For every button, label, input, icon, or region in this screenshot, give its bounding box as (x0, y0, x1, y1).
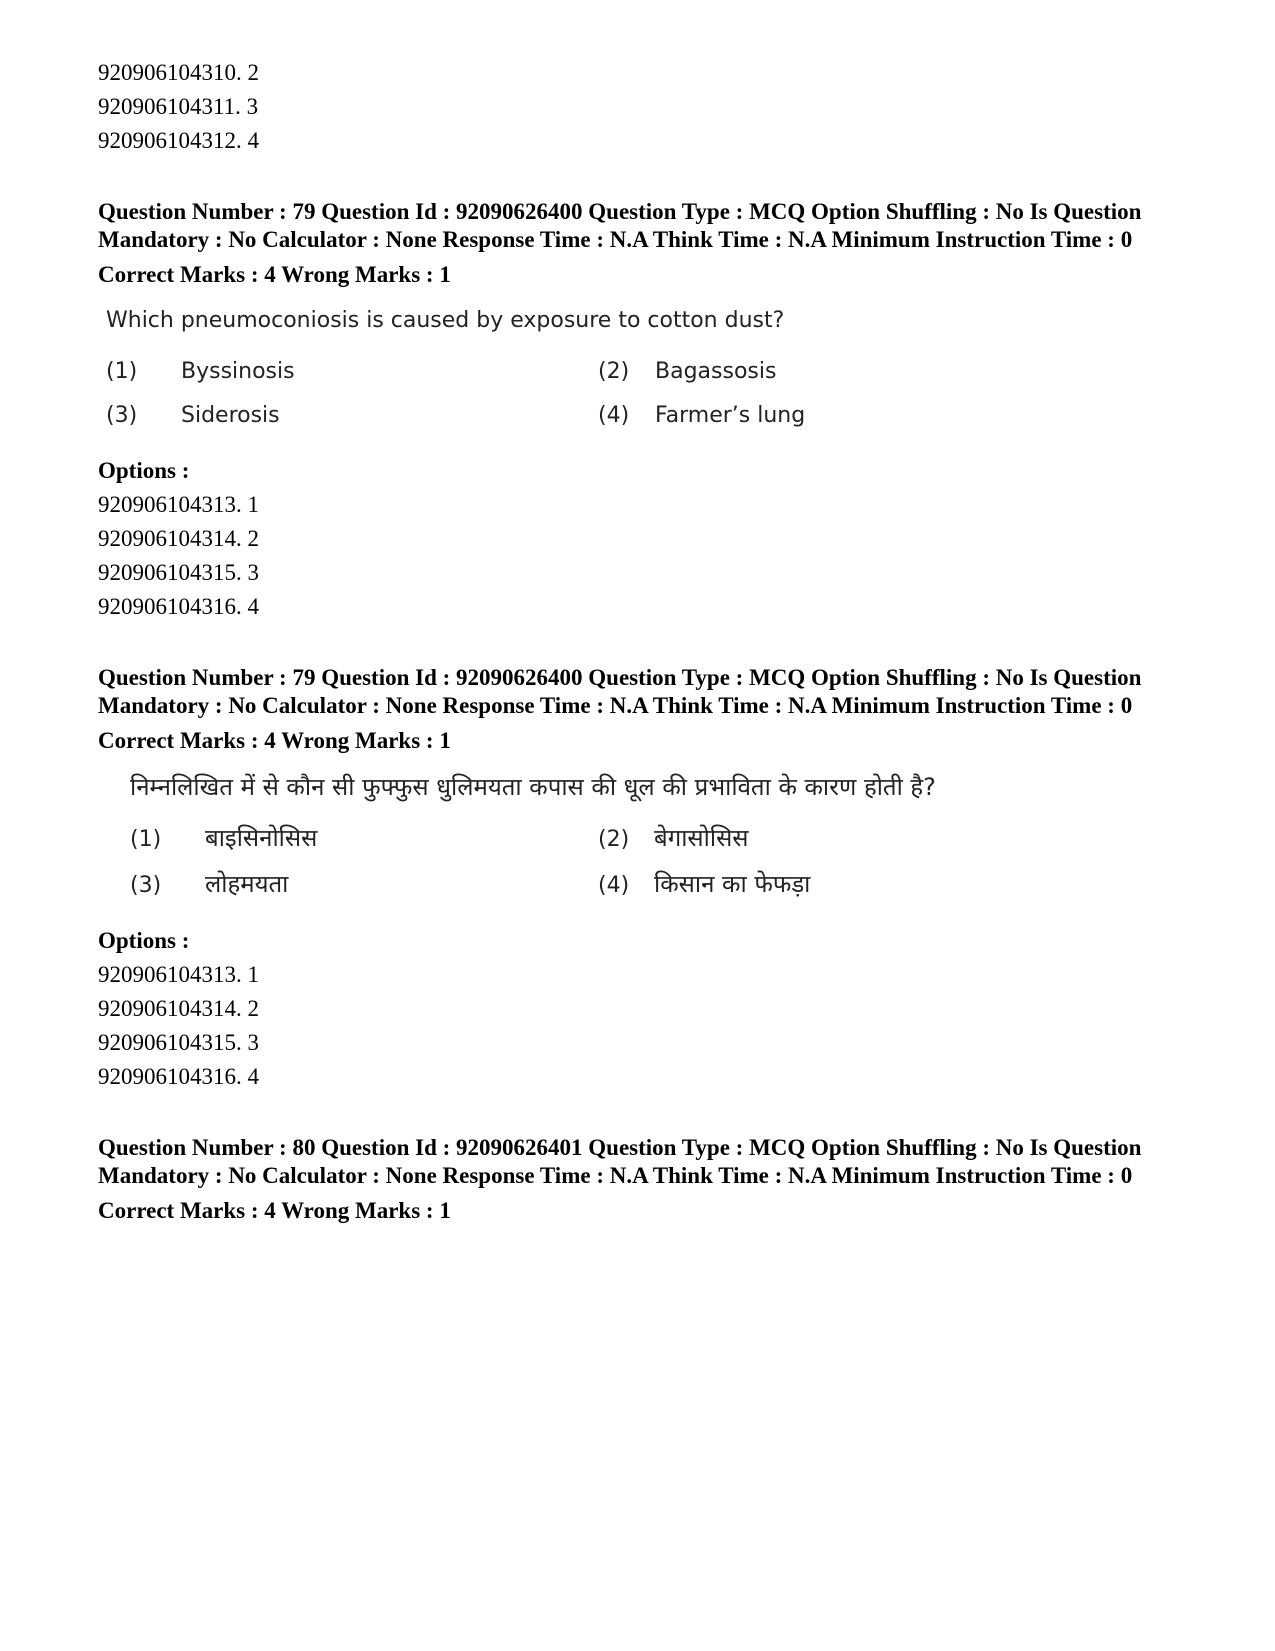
choice-text: Bagassosis (655, 359, 777, 384)
choice-grid (130, 816, 1178, 908)
question-content (130, 770, 1178, 908)
option-line: 920906104316. 4 (98, 594, 259, 619)
question-text: निम्नलिखित में से कौन सी फुफ्फुस धुलिमयता कपास की धूल की प्रभाविता के कारण होती है? (130, 773, 936, 801)
choice-text: Siderosis (181, 403, 280, 428)
question-content (106, 304, 1178, 438)
option-line: 920906104315. 3 (98, 1030, 259, 1055)
options-label: Options : (98, 928, 190, 953)
choice-text: किसान का फेफड़ा (654, 870, 811, 898)
question-marks: Correct Marks : 4 Wrong Marks : 1 (98, 262, 451, 287)
option-line: 920906104315. 3 (98, 560, 259, 585)
option-line: 920906104312. 4 (98, 128, 259, 153)
choice-3 (106, 394, 598, 438)
question-marks: Correct Marks : 4 Wrong Marks : 1 (98, 1198, 451, 1223)
document-page (98, 56, 1178, 1228)
choice-text: Byssinosis (181, 359, 295, 384)
question-header: Question Number : 80 Question Id : 92090626401 Question Type : MCQ Option Shuffling : No Is Question Mandatory : No Calculator : None Response Time : N.A Think Time : N.A Minimum Instruction Time : 0 (98, 1135, 1142, 1188)
choice-number: (1) (106, 359, 138, 384)
choice-number: (4) (598, 403, 630, 428)
choice-number: (3) (106, 403, 138, 428)
choice-text: बाइसिनोसिस (205, 824, 318, 852)
choice-4 (598, 862, 998, 908)
option-line: 920906104311. 3 (98, 94, 259, 119)
choice-text: बेगासोसिस (654, 824, 749, 852)
option-line: 920906104314. 2 (98, 996, 259, 1021)
choice-1 (130, 816, 598, 862)
option-line: 920906104310. 2 (98, 60, 259, 85)
choice-grid (106, 350, 1178, 438)
choice-number: (1) (130, 827, 162, 852)
choice-3 (130, 862, 598, 908)
question-block-79-en (98, 198, 1178, 624)
option-line: 920906104313. 1 (98, 962, 259, 987)
option-line: 920906104316. 4 (98, 1064, 259, 1089)
option-line: 920906104313. 1 (98, 492, 259, 517)
option-line: 920906104314. 2 (98, 526, 259, 551)
prev-options-list (98, 56, 1178, 158)
choice-2 (598, 816, 998, 862)
choice-number: (3) (130, 873, 162, 898)
choice-number: (4) (598, 873, 630, 898)
question-header: Question Number : 79 Question Id : 92090626400 Question Type : MCQ Option Shuffling : No Is Question Mandatory : No Calculator : None Response Time : N.A Think Time : N.A Minimum Instruction Time : 0 (98, 665, 1142, 718)
question-header: Question Number : 79 Question Id : 92090626400 Question Type : MCQ Option Shuffling : No Is Question Mandatory : No Calculator : None Response Time : N.A Think Time : N.A Minimum Instruction Time : 0 (98, 199, 1142, 252)
choice-number: (2) (598, 827, 630, 852)
choice-text: Farmer’s lung (655, 403, 806, 428)
question-block-79-hi (98, 664, 1178, 1094)
question-text: Which pneumoconiosis is caused by exposure to cotton dust? (106, 308, 785, 333)
choice-text: लोहमयता (205, 870, 289, 898)
choice-1 (106, 350, 598, 394)
options-label: Options : (98, 458, 190, 483)
choice-2 (598, 350, 998, 394)
choice-4 (598, 394, 998, 438)
question-marks: Correct Marks : 4 Wrong Marks : 1 (98, 728, 451, 753)
question-block-80 (98, 1134, 1178, 1228)
choice-number: (2) (598, 359, 630, 384)
